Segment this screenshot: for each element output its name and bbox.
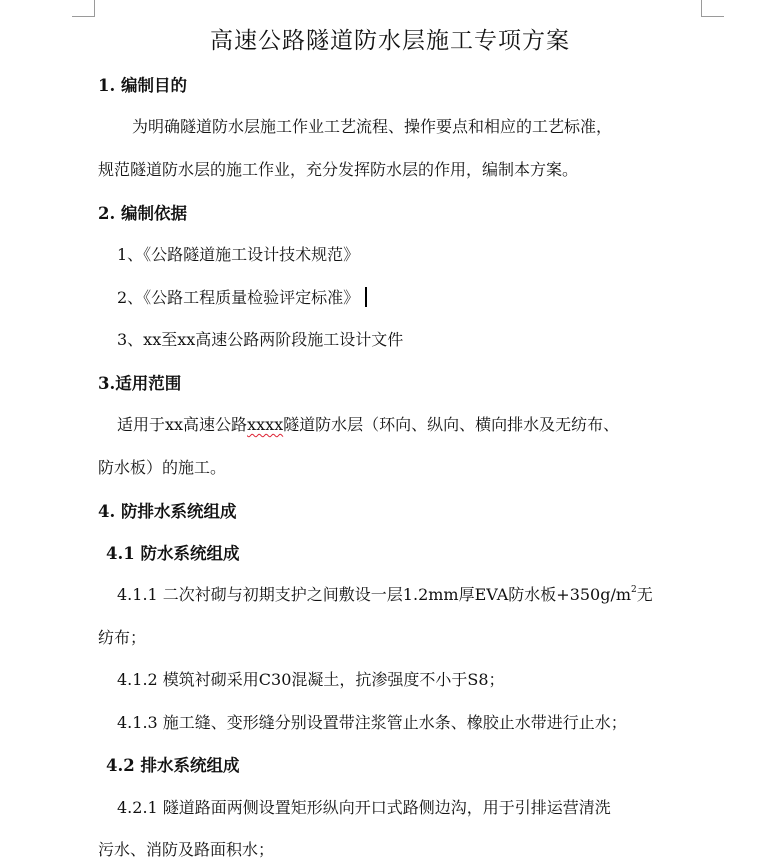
item-4-1-3: 4.1.3 施工缝、变形缝分别设置带注浆管止水条、橡胶止水带进行止水；: [117, 713, 627, 732]
section-2-heading: 2. 编制依据: [98, 204, 187, 223]
page-corner-mark-top-left: [72, 0, 95, 17]
reference-item-3: 3、xx至xx高速公路两阶段施工设计文件: [117, 330, 404, 349]
section-4-heading: 4. 防排水系统组成: [98, 502, 237, 521]
section-1-paragraph-line-2: 规范隧道防水层的施工作业，充分发挥防水层的作用，编制本方案。: [98, 160, 579, 179]
section-1-paragraph-line-1: 为明确隧道防水层施工作业工艺流程、操作要点和相应的工艺标准，: [132, 117, 613, 136]
item-4-2-1-line-1: 4.2.1 隧道路面两侧设置矩形纵向开口式路侧边沟，用于引排运营清洗: [117, 798, 611, 817]
section-3-paragraph-line-1: 适用于xx高速公路xxxx隧道防水层（环向、纵向、横向排水及无纺布、: [117, 415, 620, 434]
section-1-heading: 1. 编制目的: [98, 76, 187, 95]
spellcheck-underlined-word[interactable]: xxxx: [247, 415, 284, 434]
item-4-1-1-line-2: 纺布；: [98, 628, 147, 647]
section-4-2-heading: 4.2 排水系统组成: [106, 756, 240, 775]
text-cursor: [365, 287, 367, 307]
reference-item-2: 2、《公路工程质量检验评定标准》: [117, 285, 367, 308]
section-4-1-heading: 4.1 防水系统组成: [106, 544, 240, 563]
document-title: 高速公路隧道防水层施工专项方案: [210, 28, 570, 54]
section-3-paragraph-line-2: 防水板）的施工。: [98, 458, 227, 477]
item-4-1-1-line-1: 4.1.1 二次衬砌与初期支护之间敷设一层1.2mm厚EVA防水板$+350g/m^2$无: [117, 585, 653, 604]
section-3-heading: 3.适用范围: [98, 374, 182, 393]
item-4-2-1-line-2: 污水、消防及路面积水；: [98, 840, 275, 859]
page-corner-mark-top-right: [701, 0, 724, 17]
item-4-1-2: 4.1.2 模筑衬砌采用C30混凝土，抗渗强度不小于S8；: [117, 670, 505, 689]
reference-item-1: 1、《公路隧道施工设计技术规范》: [117, 245, 360, 264]
